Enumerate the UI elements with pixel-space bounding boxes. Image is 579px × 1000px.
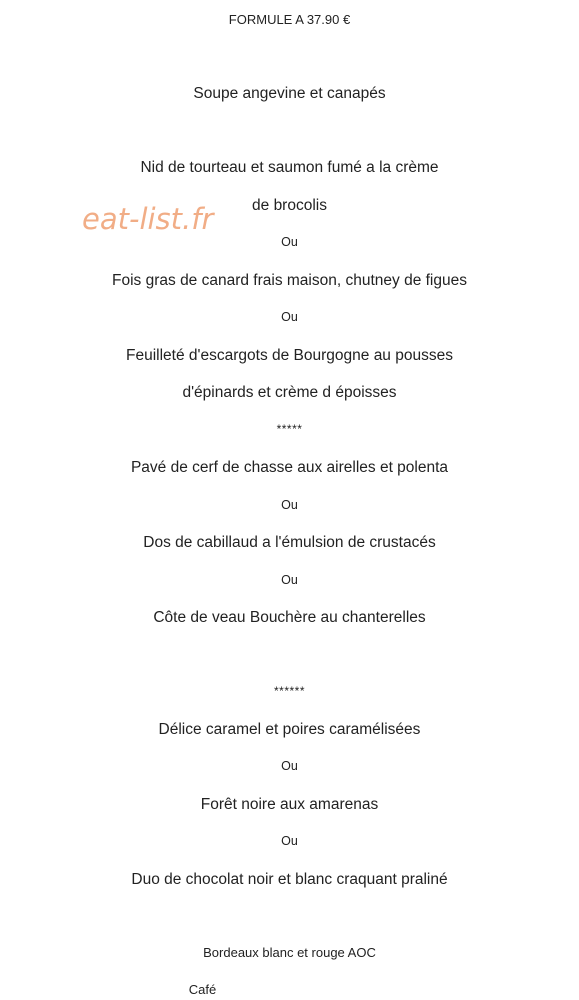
entree-3-line-1: Feuilleté d'escargots de Bourgogne au pousses — [126, 347, 453, 364]
course-separator: ***** — [276, 422, 303, 436]
drinks: Bordeaux blanc et rouge AOC — [203, 945, 376, 960]
watermark-logo: eat-list.fr — [82, 202, 214, 236]
entree-2: Fois gras de canard frais maison, chutney de figues — [112, 272, 467, 289]
or-separator: Ou — [281, 310, 298, 324]
coffee: Café — [188, 982, 217, 997]
amuse-bouche: Soupe angevine et canapés — [193, 85, 386, 102]
main-3: Côte de veau Bouchère au chanterelles — [153, 609, 426, 626]
main-1: Pavé de cerf de chasse aux airelles et polenta — [130, 459, 449, 476]
main-2: Dos de cabillaud a l'émulsion de crustacés — [143, 534, 436, 551]
dessert-1: Délice caramel et poires caramélisées — [158, 721, 421, 738]
course-separator: ****** — [273, 684, 306, 698]
or-separator: Ou — [281, 498, 298, 512]
or-separator: Ou — [281, 834, 298, 848]
formule-title: FORMULE A 37.90 € — [228, 12, 351, 27]
dessert-3: Duo de chocolat noir et blanc craquant praliné — [131, 871, 448, 888]
or-separator: Ou — [281, 573, 298, 587]
entree-3-line-2: d'épinards et crème d époisses — [182, 384, 397, 401]
dessert-2: Forêt noire aux amarenas — [200, 796, 379, 813]
entree-1-line-1: Nid de tourteau et saumon fumé a la crème — [140, 159, 439, 176]
or-separator: Ou — [281, 759, 298, 773]
or-separator: Ou — [281, 235, 298, 249]
entree-1-line-2: de brocolis — [252, 197, 327, 214]
